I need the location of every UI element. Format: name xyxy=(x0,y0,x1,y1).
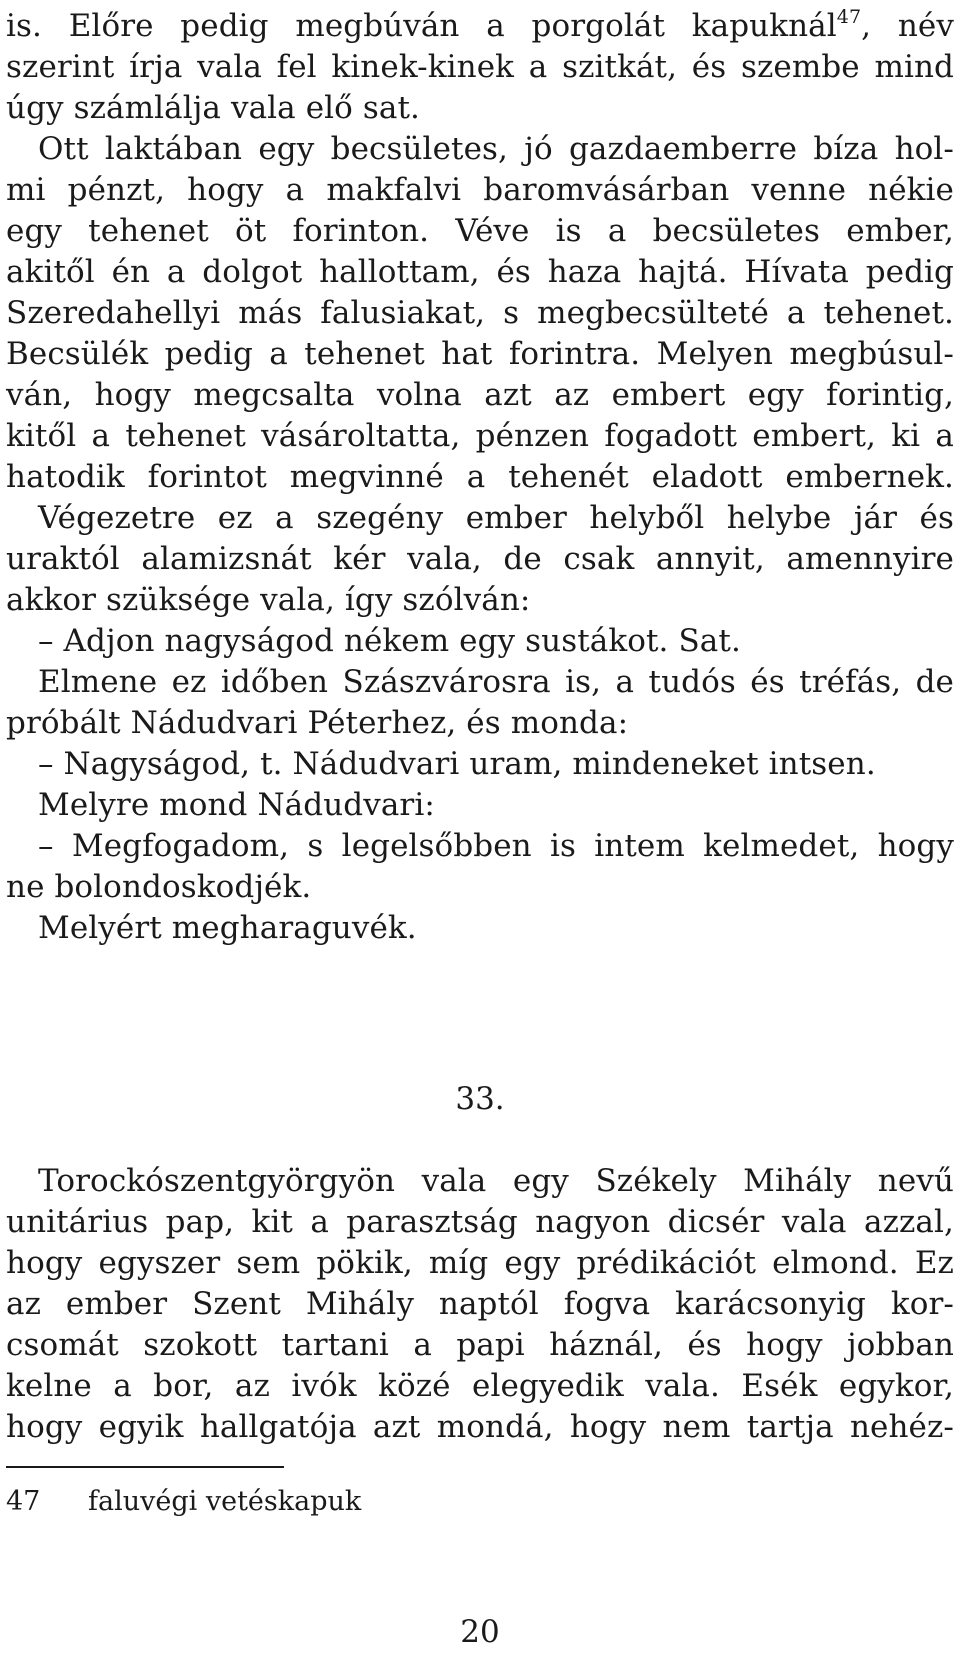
text-line: csomát szokott tartani a papi háznál, és hogy jobban xyxy=(6,1327,954,1363)
text-line: uraktól alamizsnát kér vala, de csak annyit, amennyire xyxy=(6,541,954,577)
text-line: az ember Szent Mihály naptól fogva karácsonyig kor- xyxy=(6,1286,954,1322)
text-line: Torockószentgyörgyön vala egy Székely Mihály nevű xyxy=(38,1163,954,1199)
text-line: mi pénzt, hogy a makfalvi baromvásárban venne nékie xyxy=(6,172,954,208)
text-line: szerint írja vala fel kinek-kinek a szitkát, és szembe mind xyxy=(6,49,954,85)
text-line: egy tehenet öt forinton. Véve is a becsületes ember, xyxy=(6,213,954,249)
text-line: akkor szüksége vala, így szólván: xyxy=(6,582,531,618)
text-line: Elmene ez időben Szászvárosra is, a tudós és tréfás, de xyxy=(38,664,954,700)
text-line: kelne a bor, az ivók közé elegyedik vala. Esék egykor, xyxy=(6,1368,954,1404)
text-line: próbált Nádudvari Péterhez, és monda: xyxy=(6,705,629,741)
text-line: Melyért megharaguvék. xyxy=(38,910,417,946)
text-line: ne bolondoskodjék. xyxy=(6,869,312,905)
page-number: 20 xyxy=(460,1614,500,1650)
text-line: Melyre mond Nádudvari: xyxy=(38,787,435,823)
text-line: ván, hogy megcsalta volna azt az embert egy forintig, xyxy=(6,377,954,413)
footnote-reference: 47 xyxy=(836,6,862,28)
footnote-text: faluvégi vetéskapuk xyxy=(88,1486,362,1517)
text-line: is. Előre pedig megbúván a porgolát kapuknál$^{47}$, név xyxy=(6,6,954,44)
text-line: Végezetre ez a szegény ember helyből helybe jár és xyxy=(38,500,954,536)
text-line: hogy egyik hallgatója azt mondá, hogy nem tartja nehéz- xyxy=(6,1409,954,1445)
section-heading: 33. xyxy=(455,1081,505,1117)
text-line: unitárius pap, kit a parasztság nagyon dicsér vala azzal, xyxy=(6,1204,954,1240)
text-line: úgy számlálja vala elő sat. xyxy=(6,90,420,126)
footnote-number: 47 xyxy=(6,1486,41,1517)
footnote-rule xyxy=(6,1466,284,1468)
text-line: hogy egyszer sem pökik, míg egy prédikációt elmond. Ez xyxy=(6,1245,954,1281)
text-line: Becsülék pedig a tehenet hat forintra. Melyen megbúsul- xyxy=(6,336,954,372)
text-line: akitől én a dolgot hallottam, és haza hajtá. Hívata pedig xyxy=(6,254,954,290)
text-line: – Adjon nagyságod nékem egy sustákot. Sat. xyxy=(38,623,741,659)
text-line: Ott laktában egy becsületes, jó gazdaemberre bíza hol- xyxy=(38,131,954,167)
text-line: Szeredahellyi más falusiakat, s megbecsülteté a tehenet. xyxy=(6,295,954,331)
text-line: – Nagyságod, t. Nádudvari uram, mindeneket intsen. xyxy=(38,746,876,782)
text-line: kitől a tehenet vásároltatta, pénzen fogadott embert, ki a xyxy=(6,418,954,454)
text-line: – Megfogadom, s legelsőbben is intem kelmedet, hogy xyxy=(38,828,954,864)
text-line: hatodik forintot megvinné a tehenét eladott embernek. xyxy=(6,459,954,495)
